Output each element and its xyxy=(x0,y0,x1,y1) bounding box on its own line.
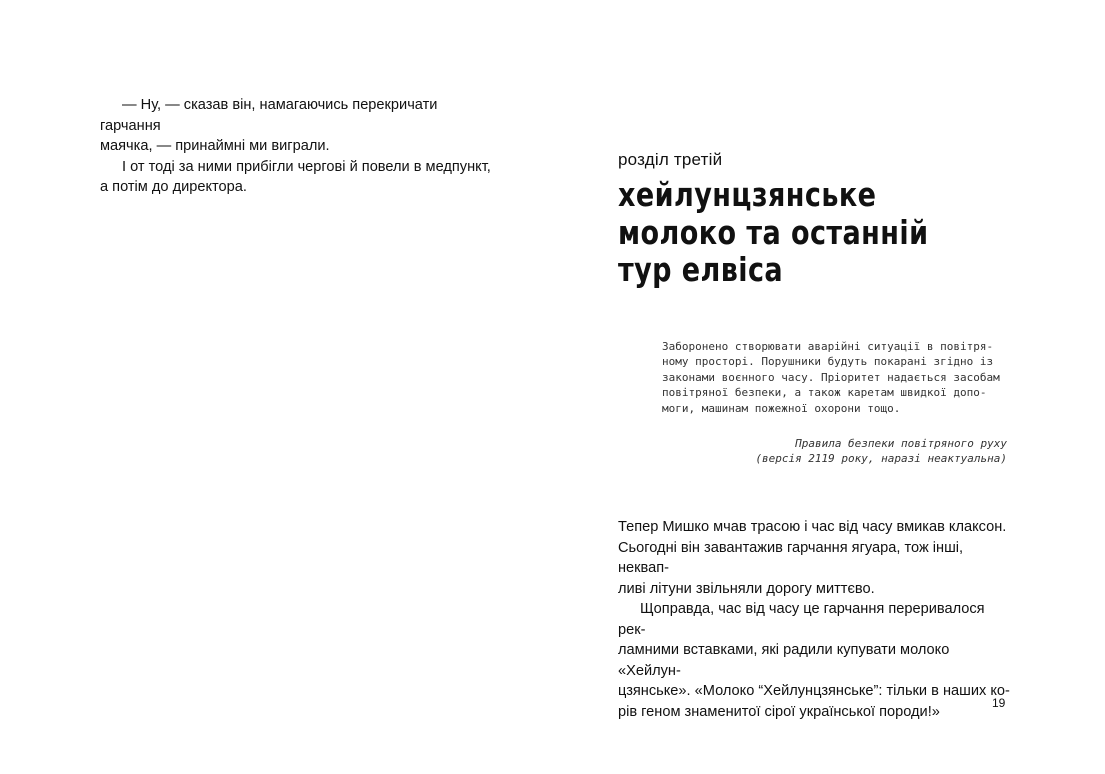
epigraph-source-line: Правила безпеки повітряного руху xyxy=(795,437,1007,450)
chapter-title-line: молоко та останній xyxy=(618,212,929,252)
epigraph-source xyxy=(662,436,1007,467)
text-line: ливі літуни звільняли дорогу миттєво. xyxy=(618,580,875,597)
chapter-title-line: хейлунцзянське xyxy=(618,175,877,214)
left-page-text xyxy=(100,95,492,198)
text-line: цзянське». «Молоко “Хейлунцзянське”: тільки в наших ко- xyxy=(618,683,1010,699)
epigraph xyxy=(662,339,1007,416)
chapter-title-line: тур елвіса xyxy=(618,250,784,289)
text-line: Щоправда, час від часу це гарчання переривалося рек- xyxy=(618,601,985,638)
right-page-text xyxy=(618,517,1010,722)
epigraph-line: законами воєнного часу. Пріоритет надається засобам xyxy=(662,370,1000,384)
text-line: І от тоді за ними прибігли чергові й повели в медпункт, xyxy=(122,158,491,175)
right-page xyxy=(552,0,1105,774)
epigraph-line: ному просторі. Порушники будуть покарані згідно із xyxy=(662,355,994,369)
epigraph-line: моги, машинам пожежної охорони тощо. xyxy=(662,401,901,415)
text-line: а потім до директора. xyxy=(100,179,247,195)
text-line: маячка, — принаймні ми виграли. xyxy=(100,138,330,154)
text-line: Тепер Мишко мчав трасою і час від часу вмикав клаксон. xyxy=(618,519,1007,535)
text-line: рів геном знаменитої сірої української породи!» xyxy=(618,703,940,720)
text-line: ламними вставками, які радили купувати молоко «Хейлун- xyxy=(618,642,950,679)
text-line: — Ну, — сказав він, намагаючись перекричати гарчання xyxy=(100,97,438,134)
epigraph-line: повітряної безпеки, а також каретам швидкої допо- xyxy=(662,386,987,400)
text-line: Сьогодні він завантажив гарчання ягуара, тож інші, неквап- xyxy=(618,539,964,576)
epigraph-source-line: (версія 2119 року, наразі неактуальна) xyxy=(755,452,1007,466)
chapter-label: розділ третій xyxy=(618,150,723,169)
chapter-title xyxy=(618,176,962,289)
left-page xyxy=(0,0,552,774)
epigraph-line: Заборонено створювати аварійні ситуації в повітря- xyxy=(662,340,994,353)
page-number: 19 xyxy=(992,696,1006,710)
